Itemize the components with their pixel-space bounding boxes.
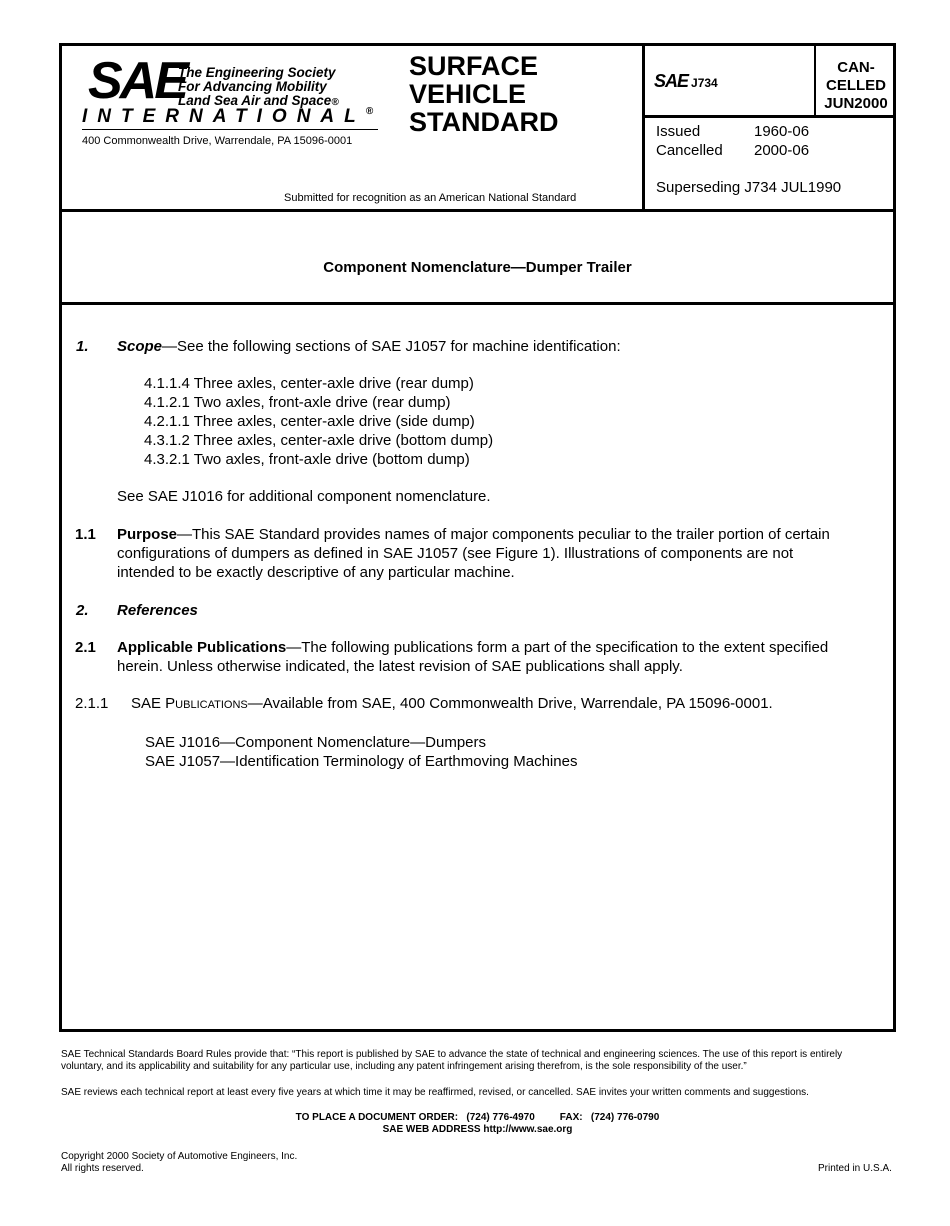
header-right-divider (642, 43, 645, 211)
purpose-paragraph (117, 525, 877, 582)
cancelled-status (817, 59, 895, 113)
standard-type-title (409, 52, 559, 136)
intl-registered-mark: ® (365, 106, 374, 117)
applicable-line-2: herein. Unless otherwise indicated, the latest revision of SAE publications shall apply. (117, 658, 683, 675)
tagline-line-2: For Advancing Mobility (178, 79, 327, 94)
sae-pubs-heading: SAE Publications (131, 695, 248, 712)
scope-heading: Scope (117, 338, 163, 355)
scope-paragraph (117, 337, 621, 356)
status-line-1: CAN- (837, 59, 875, 76)
list-item: 4.3.1.2 Three axles, center-axle drive (bottom dump) (144, 432, 494, 449)
superseding-note: Superseding J734 JUL1990 (656, 179, 842, 196)
header-divider (59, 209, 896, 212)
board-rules (61, 1049, 911, 1073)
list-item: 4.1.2.1 Two axles, front-axle drive (rear dump) (144, 394, 451, 411)
status-line-3: JUN2000 (824, 95, 888, 112)
scope-list (144, 374, 493, 469)
list-item: SAE J1057—Identification Terminology of Earthmoving Machines (145, 753, 578, 770)
list-item: SAE J1016—Component Nomenclature—Dumpers (145, 734, 486, 751)
references-heading: References (117, 602, 198, 619)
board-rules-line-1: SAE Technical Standards Board Rules provide that: “This report is published by SAE to advance the state of technical and engineering sciences. The use of this report is entirely (61, 1049, 843, 1060)
rights-reserved: All rights reserved. (61, 1163, 144, 1174)
purpose-heading: Purpose (117, 526, 178, 543)
doc-number-text: J734 (691, 76, 718, 90)
board-rules-line-2: voluntary, and its applicability and suitability for any particular use, including any patent infringement arising therefrom, is the sole responsibility of the user.” (61, 1061, 747, 1072)
review-note: SAE reviews each technical report at least every five years at which time it may be reaffirmed, revised, or cancelled. SAE invites your written comments and suggestions. (61, 1087, 809, 1098)
sae-logo: SAE (88, 52, 186, 110)
sae-pubs-list (145, 733, 577, 771)
title-line-2: VEHICLE (409, 79, 527, 109)
scope-number: 1. (76, 338, 89, 355)
international-wordmark: INTERNATIONAL® (82, 106, 374, 127)
doc-sae-mark: SAE (654, 71, 689, 91)
title-line-1: SURFACE (409, 51, 539, 81)
applicable-number: 2.1 (75, 639, 96, 656)
applicable-heading: Applicable Publications (117, 639, 287, 656)
society-address: 400 Commonwealth Drive, Warrendale, PA 15096-0001 (82, 135, 353, 147)
cancelled-box-divider (814, 43, 816, 117)
tagline-line-1: The Engineering Society (178, 65, 336, 80)
order-info: TO PLACE A DOCUMENT ORDER: (724) 776-4970 FAX: (724) 776-0790 (295, 1112, 660, 1123)
issued-value: 1960-06 (754, 123, 810, 140)
issued-label: Issued (656, 123, 701, 140)
list-item: 4.3.2.1 Two axles, front-axle drive (bottom dump) (144, 451, 470, 468)
purpose-number: 1.1 (75, 526, 96, 543)
printed-in: Printed in U.S.A. (818, 1163, 892, 1174)
title-line-3: STANDARD (409, 107, 559, 137)
status-line-2: CELLED (826, 77, 886, 94)
logo-underline (82, 129, 378, 130)
sae-pubs-paragraph (131, 694, 773, 713)
references-number: 2. (76, 602, 89, 619)
web-address: SAE WEB ADDRESS http://www.sae.org (382, 1124, 573, 1135)
applicable-line-1 (117, 638, 828, 657)
sae-pubs-number: 2.1.1 (75, 695, 109, 712)
submitted-note: Submitted for recognition as an American National Standard (284, 192, 577, 204)
copyright: Copyright 2000 Society of Automotive Engineers, Inc. (61, 1151, 298, 1162)
logo-tagline (178, 66, 339, 110)
header-right-hdivider (642, 115, 896, 118)
purpose-line-1-text: —This SAE Standard provides names of major components peculiar to the trailer portion of certain (177, 526, 830, 543)
registered-mark: ® (331, 97, 339, 108)
tagline-line-3: Land Sea Air and Space® (178, 93, 339, 108)
scope-see-also: See SAE J1016 for additional component nomenclature. (117, 488, 491, 505)
title-divider (59, 302, 896, 305)
doc-number (654, 71, 718, 92)
applicable-line-1-text: —The following publications form a part of the specification to the extent specified (286, 639, 829, 656)
applicable-paragraph (117, 638, 828, 676)
list-item: 4.1.1.4 Three axles, center-axle drive (rear dump) (144, 375, 474, 392)
purpose-line-2: configurations of dumpers as defined in SAE J1057 (see Figure 1). Illustrations of components are not (117, 545, 794, 562)
purpose-line-1 (117, 525, 877, 544)
scope-text: —See the following sections of SAE J1057 for machine identification: (162, 338, 621, 355)
cancelled-label: Cancelled (656, 142, 723, 159)
sae-pubs-text: —Available from SAE, 400 Commonwealth Drive, Warrendale, PA 15096-0001. (247, 695, 773, 712)
purpose-line-3: intended to be exactly descriptive of any particular machine. (117, 564, 515, 581)
cancelled-value: 2000-06 (754, 142, 810, 159)
document-title: Component Nomenclature—Dumper Trailer (323, 259, 632, 276)
list-item: 4.2.1.1 Three axles, center-axle drive (side dump) (144, 413, 475, 430)
